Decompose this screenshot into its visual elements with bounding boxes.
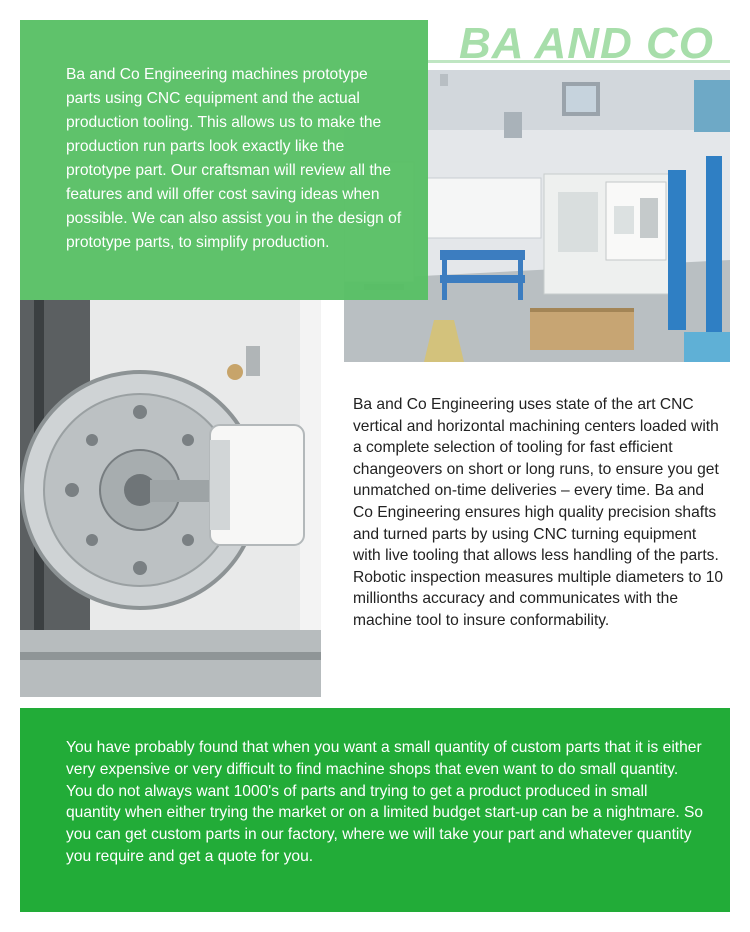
closing-paragraph: You have probably found that when you want a small quantity of custom parts that it is either very expensive or very difficult to find machine shops that even want to do small quantity. You do not always want 1000's of parts and trying to get a product produced in small quantity when either trying the market or on a limited budget start-up can be a nightmare. So you can get custom parts in our factory, where we will take your part and whatever quantity you require and get a quote for you.	[66, 739, 704, 865]
lathe-photo	[20, 300, 321, 697]
intro-paragraph: Ba and Co Engineering machines prototype parts using CNC equipment and the actual production tooling. This allows us to make the production run parts look exactly like the prototype part. Our craftsman will review all the features and will offer cost saving ideas when possible. We can also assist you in the design of prototype parts, to simplify production.	[66, 66, 402, 251]
brand-title: BA AND CO	[458, 19, 714, 68]
capabilities-paragraph: Ba and Co Engineering uses state of the art CNC vertical and horizontal machining centers loaded with a complete selection of tooling for fast efficient changeovers on short or long runs, to ensure you get unmatched on-time deliveries – every time. Ba and Co Engineering ensures high quality precision shafts and turned parts by using CNC turning equipment with live tooling that allows less handling of the parts. Robotic inspection measures multiple diameters to 10 millionths accuracy and communicates with the machine tool to insure conformability.	[353, 396, 724, 629]
